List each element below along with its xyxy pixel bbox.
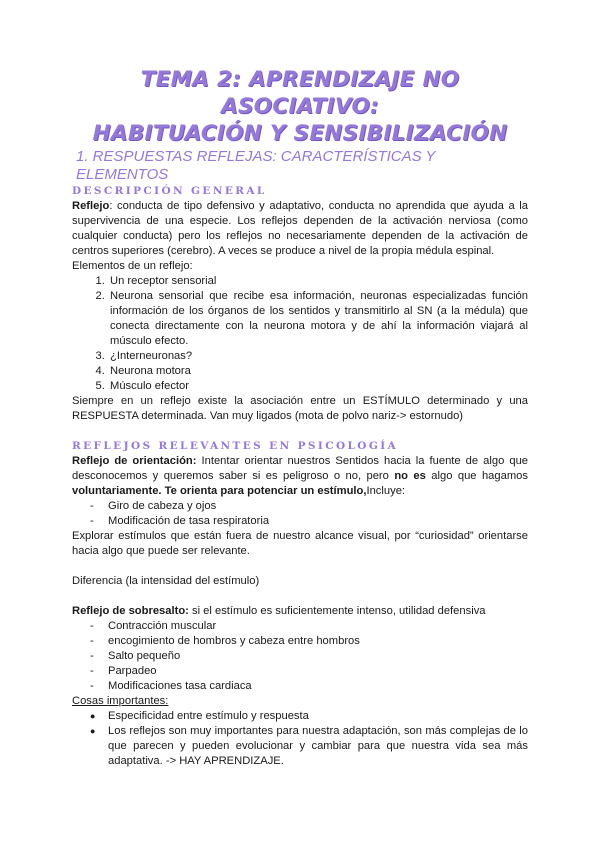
list-item: - Contracción muscular [108,619,528,634]
cosas-heading [72,694,528,709]
siempre-paragraph: Siempre en un reflejo existe la asociación entre un ESTÍMULO determinado y una RESPUESTA determinada. Van muy ligados (mota de polvo nariz-> estornudo) [72,395,528,422]
explorar-paragraph: Explorar estímulos que están fuera de nuestro alcance visual, por “curiosidad” orientarse hacia algo que puede ser relevante. [72,530,528,557]
orientacion-bold: no es [394,470,426,482]
elementos-list [72,274,528,394]
list-item: - Salto pequeño [108,649,528,664]
list-item: 3. ¿Interneuronas? [108,349,528,364]
list-item: - Modificación de tasa respiratoria [108,514,528,529]
orientacion-text: Intentar orientar nuestros Sentidos hacia la fuente de algo que desconocemos y queremos saber si es peligroso o no, pero [72,455,529,482]
list-item: 1. Un receptor sensorial [108,274,528,289]
orientacion-bold: voluntariamente. Te orienta para potenciar un estímulo, [72,485,367,497]
sobresalto-text: si el estímulo es suficientemente intenso, utilidad defensiva [188,605,486,617]
diferencia-paragraph: Diferencia (la intensidad del estímulo) [72,575,260,587]
sobresalto-list [72,619,528,694]
reflejo-term: Reflejo [72,200,110,212]
sobresalto-term: Reflejo de sobresalto: [72,605,189,617]
cosas-list [72,709,528,769]
list-item: 4. Neurona motora [108,364,528,379]
orientacion-list [72,499,528,529]
document-page [72,66,528,769]
list-item: - encogimiento de hombros y cabeza entre hombros [108,634,528,649]
subtitle: 1. RESPUESTAS REFLEJAS: CARACTERÍSTICAS Y ELEMENTOS [76,148,436,183]
page-title [72,66,528,147]
list-item: ● Especificidad entre estímulo y respuesta [108,709,528,724]
reflejo-text: : conducta de tipo defensivo y adaptativo, conducta no aprendida que ayuda a la supervivencia de una especie. Los reflejos dependen de la activación nerviosa (como cualquier conducta) pero los reflejos no necesariamente dependen de la activación de centros superiores (cerebro). A veces se produce a nivel de la propia médula espinal. [72,200,528,257]
sobresalto-paragraph [72,604,528,619]
orientacion-term: Reflejo de orientación: [72,455,197,467]
elementos-intro: Elementos de un reflejo: [72,260,193,272]
list-item: - Modificaciones tasa cardiaca [108,679,528,694]
title-line-2: HABITUACIÓN Y SENSIBILIZACIÓN [92,121,508,146]
cosas-heading-text: Cosas importantes: [72,695,169,707]
orientacion-text: Incluye: [366,485,406,497]
list-item: - Parpadeo [108,664,528,679]
list-item: ● Los reflejos son muy importantes para nuestra adaptación, son más complejas de lo que parecen y pueden evolucionar y cambiar para que nuestra vida sea más adaptativa. -> HAY APRENDIZAJE. [108,724,528,769]
orientacion-text: algo que hagamos [425,470,528,482]
section-heading-descripcion: DESCRIPCIÓN GENERAL [72,185,267,197]
title-line-1: TEMA 2: APRENDIZAJE NO ASOCIATIVO: [140,67,460,119]
list-item: - Giro de cabeza y ojos [108,499,528,514]
list-item: 5. Músculo efector [108,379,528,394]
list-item: 2. Neurona sensorial que recibe esa información, neuronas especializadas función información de los órganos de los sentidos y transmitirlo al SN (a la médula) que conecta directamente con la neurona motora y de ahí la información viajará al músculo efecto. [108,289,528,349]
reflejo-paragraph [72,199,528,259]
section-heading-reflejos: REFLEJOS RELEVANTES EN PSICOLOGÍA [72,440,399,452]
orientacion-paragraph [72,454,528,499]
